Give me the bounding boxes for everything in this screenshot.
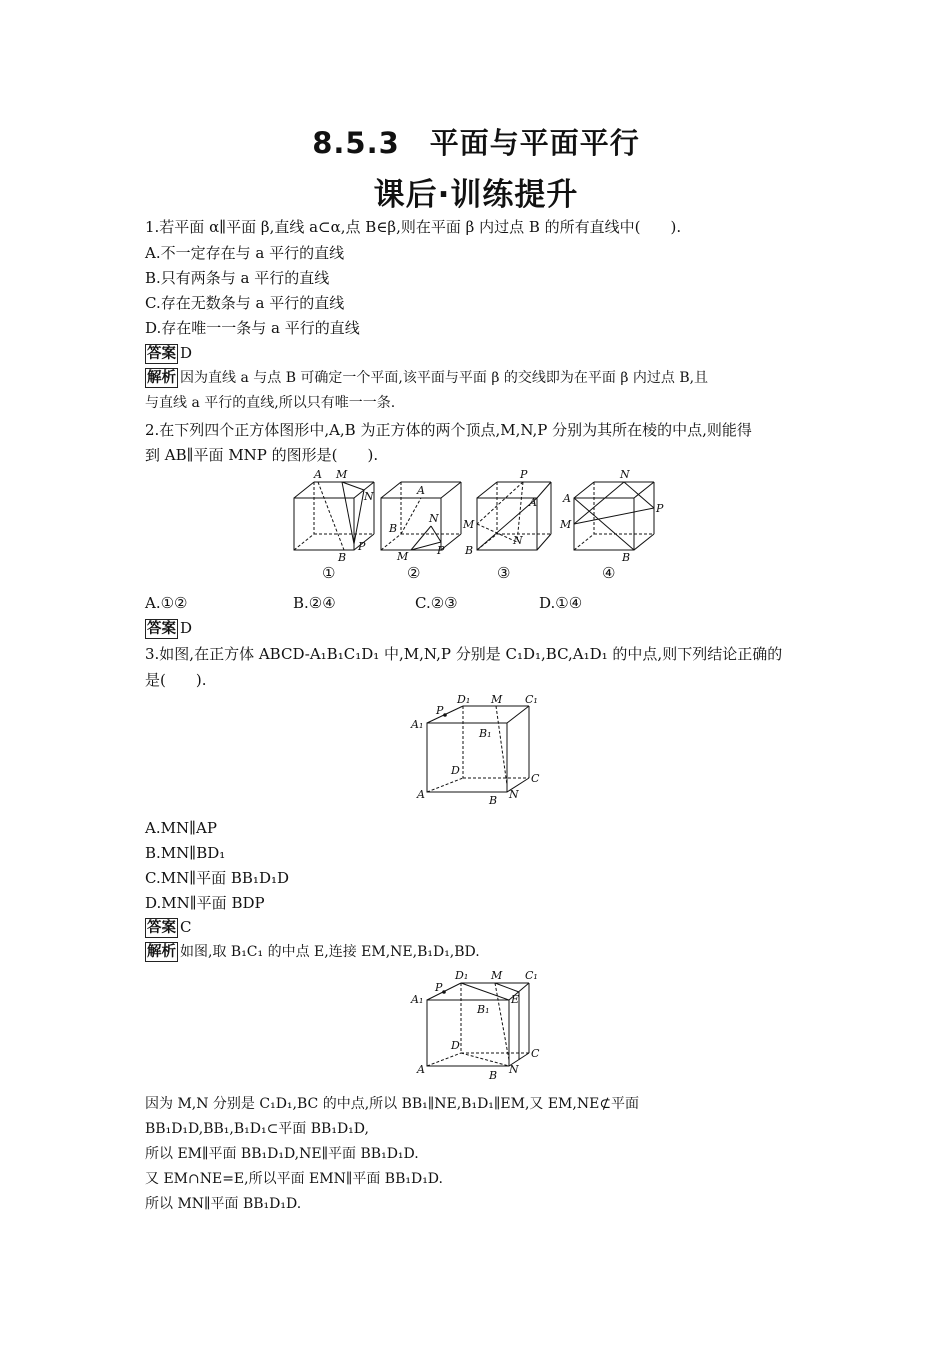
q3-label-c1: C₁	[525, 693, 538, 706]
q2-answer	[145, 618, 815, 639]
fig1-caption: ①	[322, 564, 336, 582]
analysis-tag: 解析	[147, 370, 176, 386]
answer-tag: 答案	[147, 621, 176, 637]
q3-option-a: A.MN∥AP	[145, 819, 217, 837]
sol-label-n: N	[509, 1063, 519, 1076]
fig4-label-m: M	[560, 518, 572, 531]
cube-figure-1	[282, 468, 377, 563]
sol-label-b: B	[489, 1069, 498, 1082]
q3-option-b: B.MN∥BD₁	[145, 844, 226, 862]
q1-analysis-line2: 与直线 a 平行的直线,所以只有唯一一条.	[145, 395, 396, 411]
q3-answer-value: C	[180, 918, 192, 936]
fig4-label-n: N	[620, 468, 630, 481]
fig3-label-a: A	[529, 496, 537, 509]
q3-option-d: D.MN∥平面 BDP	[145, 894, 265, 912]
fig3-label-p: P	[520, 468, 528, 481]
fig4-label-a: A	[563, 492, 571, 505]
answer-tag: 答案	[147, 346, 176, 362]
q3-label-d: D	[451, 764, 460, 777]
q2-answer-value: D	[180, 619, 193, 637]
fig3-label-b: B	[465, 544, 474, 557]
q2-option-d: D.①④	[539, 594, 583, 612]
q3-solution-line5: 所以 MN∥平面 BB₁D₁D.	[145, 1196, 302, 1212]
q3-label-c: C	[531, 772, 540, 785]
sol-label-m: M	[491, 969, 503, 982]
q1-analysis	[145, 368, 815, 388]
fig4-label-p: P	[656, 502, 664, 515]
fig3-label-n: N	[513, 534, 523, 547]
fig1-label-a: A	[314, 468, 322, 481]
q1-option-d: D.存在唯一一条与 a 平行的直线	[145, 319, 360, 337]
cube-figure-solution	[405, 963, 550, 1081]
q1-stem: 1.若平面 α∥平面 β,直线 a⊂α,点 B∈β,则在平面 β 内过点 B 的所有直线中( ).	[145, 218, 682, 236]
fig3-label-m: M	[463, 518, 475, 531]
q3-solution-line2: BB₁D₁D,BB₁,B₁D₁⊂平面 BB₁D₁D,	[145, 1121, 369, 1137]
q3-label-b1: B₁	[479, 727, 492, 740]
q3-option-c: C.MN∥平面 BB₁D₁D	[145, 869, 290, 887]
fig1-label-n: N	[364, 490, 374, 503]
q3-answer	[145, 917, 815, 938]
q3-solution-line1: 因为 M,N 分别是 C₁D₁,BC 的中点,所以 BB₁∥NE,B₁D₁∥EM,又 EM,NE⊄平面	[145, 1096, 640, 1112]
cube-figure-4	[560, 468, 664, 564]
q3-stem-line2: 是( ).	[145, 671, 207, 689]
q2-stem-line1: 2.在下列四个正方体图形中,A,B 为正方体的两个顶点,M,N,P 分别为其所在棱的中点,则能得	[145, 421, 752, 439]
q3-label-p: P	[436, 704, 444, 717]
fig1-label-p: P	[358, 540, 366, 553]
page-subtitle: 课后·训练提升	[373, 177, 579, 213]
sol-label-b1: B₁	[477, 1003, 490, 1016]
q1-answer	[145, 343, 815, 364]
q3-stem-line1: 3.如图,在正方体 ABCD-A₁B₁C₁D₁ 中,M,N,P 分别是 C₁D₁,BC,A₁D₁ 的中点,则下列结论正确的	[145, 645, 783, 663]
q1-option-c: C.存在无数条与 a 平行的直线	[145, 294, 345, 312]
section-title: 8.5.3 平面与平面平行	[312, 126, 640, 160]
q3-analysis	[145, 942, 815, 962]
sol-label-d1: D₁	[455, 969, 469, 982]
fig2-caption: ②	[407, 564, 421, 582]
q3-label-a1: A₁	[411, 718, 424, 731]
cube-figure-3	[463, 468, 558, 563]
sol-label-e: E	[511, 993, 520, 1006]
sol-label-c: C	[531, 1047, 540, 1060]
sol-label-a: A	[417, 1063, 425, 1076]
cube-figure-2	[377, 468, 472, 563]
fig2-label-n: N	[429, 512, 439, 525]
q3-solution-line4: 又 EM∩NE=E,所以平面 EMN∥平面 BB₁D₁D.	[145, 1171, 443, 1187]
sol-label-p: P	[435, 981, 443, 994]
fig3-caption: ③	[497, 564, 511, 582]
q1-option-b: B.只有两条与 a 平行的直线	[145, 269, 330, 287]
q3-label-b: B	[489, 794, 498, 807]
q3-analysis-intro: 如图,取 B₁C₁ 的中点 E,连接 EM,NE,B₁D₁,BD.	[180, 944, 480, 960]
q2-option-b: B.②④	[293, 594, 336, 612]
q3-solution-line3: 所以 EM∥平面 BB₁D₁D,NE∥平面 BB₁D₁D.	[145, 1146, 419, 1162]
fig1-label-b: B	[338, 551, 347, 564]
q2-stem-line2: 到 AB∥平面 MNP 的图形是( ).	[145, 446, 379, 464]
fig1-label-m: M	[336, 468, 348, 481]
point-p-dot	[443, 713, 447, 717]
q3-label-a: A	[417, 788, 425, 801]
fig2-label-p: P	[437, 544, 445, 557]
fig2-label-m: M	[397, 550, 409, 563]
point-p-dot	[442, 990, 446, 994]
fig4-caption: ④	[602, 564, 616, 582]
q1-analysis-line1: 因为直线 a 与点 B 可确定一个平面,该平面与平面 β 的交线即为在平面 β 内过点 B,且	[180, 370, 709, 386]
q1-option-a: A.不一定存在与 a 平行的直线	[145, 244, 345, 262]
sol-label-a1: A₁	[411, 993, 424, 1006]
q1-answer-value: D	[180, 344, 193, 362]
sol-label-c1: C₁	[525, 969, 538, 982]
q3-label-d1: D₁	[457, 693, 471, 706]
q2-option-c: C.②③	[415, 594, 458, 612]
analysis-tag: 解析	[147, 944, 176, 960]
q2-option-a: A.①②	[145, 594, 188, 612]
fig2-label-a: A	[417, 484, 425, 497]
fig2-label-b: B	[389, 522, 398, 535]
q3-label-m: M	[491, 693, 503, 706]
cube-figure-q3	[405, 692, 550, 807]
fig4-label-b: B	[622, 551, 631, 564]
sol-label-d: D	[451, 1039, 460, 1052]
answer-tag: 答案	[147, 920, 176, 936]
q3-label-n: N	[509, 788, 519, 801]
